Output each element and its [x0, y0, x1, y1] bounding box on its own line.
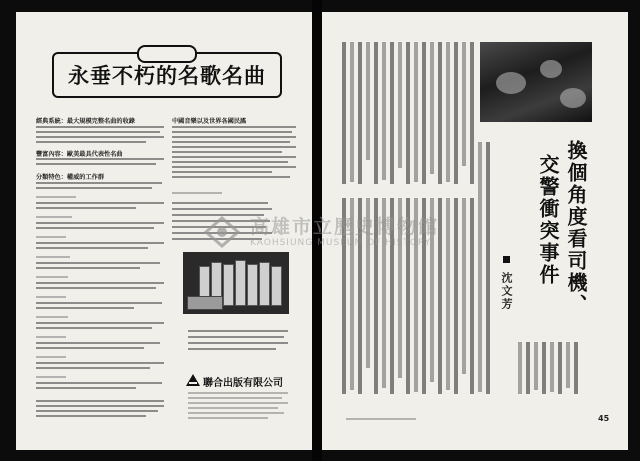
- page-gutter: [312, 0, 322, 461]
- watermark-name-en: KAOHSIUNG MUSEUM OF HISTORY: [250, 238, 432, 248]
- section-head-3: 分類特色：權威的工作群: [36, 174, 105, 181]
- headline-column-1: 換個角度看司機、: [564, 140, 588, 316]
- byline-bullet-icon: [503, 256, 510, 263]
- publisher-logo-icon: [186, 374, 200, 386]
- page-number: 45: [598, 414, 610, 423]
- section-head-1: 經典系統：最大規模完整名曲的收錄: [36, 118, 135, 125]
- record-set-photo: [183, 252, 289, 314]
- ad-title: 永垂不朽的名歌名曲: [68, 63, 266, 88]
- headline-column-2: 交警衝突事件: [536, 154, 560, 286]
- publisher-name: 聯合出版有限公司: [203, 378, 283, 389]
- byline: [498, 256, 514, 311]
- street-scene-photo: [480, 42, 592, 122]
- left-page: [16, 12, 312, 450]
- watermark-name-cn: 高雄市立歷史博物館: [250, 216, 440, 238]
- byline-author: 沈文芳: [500, 271, 513, 311]
- ad-banner: [52, 52, 282, 98]
- section-head-2: 豐富內容：歐美最具代表性名曲: [36, 151, 123, 158]
- section-head-4: 中國音樂以及世界各國民謠: [172, 118, 247, 125]
- banner-ornament: [137, 45, 197, 63]
- footer-text: [346, 418, 416, 420]
- right-page: [322, 12, 628, 450]
